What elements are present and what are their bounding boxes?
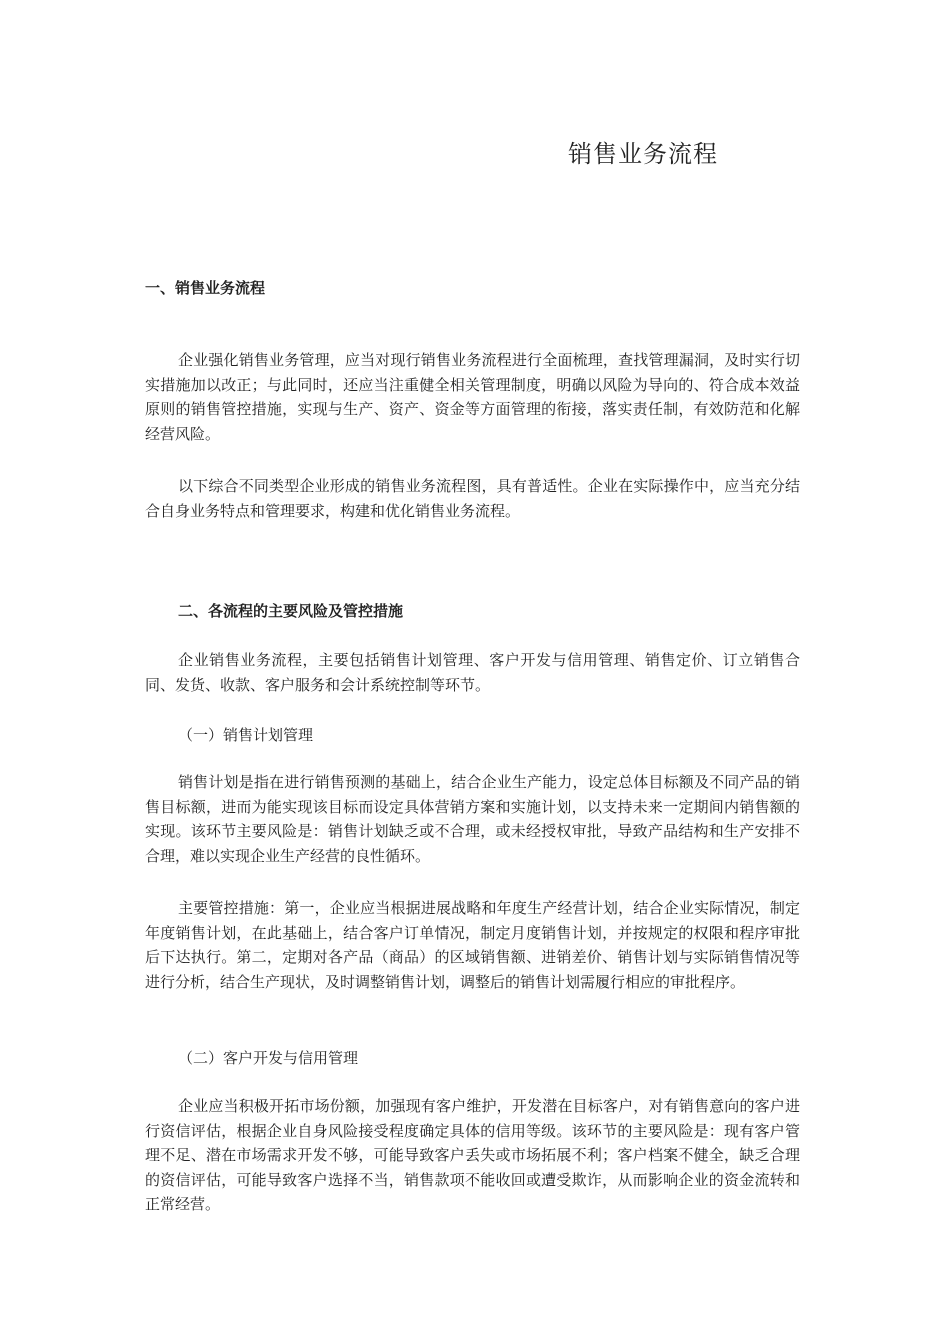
section1-paragraph: 企业强化销售业务管理，应当对现行销售业务流程进行全面梳理，查找管理漏洞，及时实行切实措施加以改正；与此同时，还应当注重健全相关管理制度，明确以风险为导向的、符合成本效益原则的销售管控措施，实现与生产、资产、资金等方面管理的衔接，落实责任制，有效防范和化解经营风险。 [145,351,800,443]
subsection1-paragraph: 销售计划是指在进行销售预测的基础上，结合企业生产能力，设定总体目标额及不同产品的销售目标额，进而为能实现该目标而设定具体营销方案和实施计划，以支持未来一定期间内销售额的实现。该环节主要风险是：销售计划缺乏或不合理，或未经授权审批，导致产品结构和生产安排不合理，难以实现企业生产经营的良性循环。 [145,773,800,865]
section-heading-2: 二、各流程的主要风险及管控措施 [178,602,404,620]
subsection-heading-2: （二）客户开发与信用管理 [178,1049,359,1067]
subsection2-paragraph: 企业应当积极开拓市场份额，加强现有客户维护，开发潜在目标客户，对有销售意向的客户进行资信评估，根据企业自身风险接受程度确定具体的信用等级。该环节的主要风险是：现有客户管理不足、潜在市场需求开发不够，可能导致客户丢失或市场拓展不利；客户档案不健全，缺乏合理的资信评估，可能导致客户选择不当，销售款项不能收回或遭受欺诈，从而影响企业的资金流转和正常经营。 [145,1097,800,1214]
subsection1-paragraph: 主要管控措施：第一，企业应当根据进展战略和年度生产经营计划，结合企业实际情况，制定年度销售计划，在此基础上，结合客户订单情况，制定月度销售计划，并按规定的权限和程序审批后下达执行。第二，定期对各产品（商品）的区域销售额、进销差价、销售计划与实际销售情况等进行分析，结合生产现状，及时调整销售计划，调整后的销售计划需履行相应的审批程序。 [145,899,800,991]
document-title: 销售业务流程 [568,140,718,168]
subsection-heading-1: （一）销售计划管理 [178,726,314,744]
section-heading-1: 一、销售业务流程 [145,279,266,297]
section2-intro-paragraph: 企业销售业务流程，主要包括销售计划管理、客户开发与信用管理、销售定价、订立销售合同、发货、收款、客户服务和会计系统控制等环节。 [145,651,800,694]
section1-paragraph: 以下综合不同类型企业形成的销售业务流程图，具有普适性。企业在实际操作中，应当充分结合自身业务特点和管理要求，构建和优化销售业务流程。 [145,477,800,520]
